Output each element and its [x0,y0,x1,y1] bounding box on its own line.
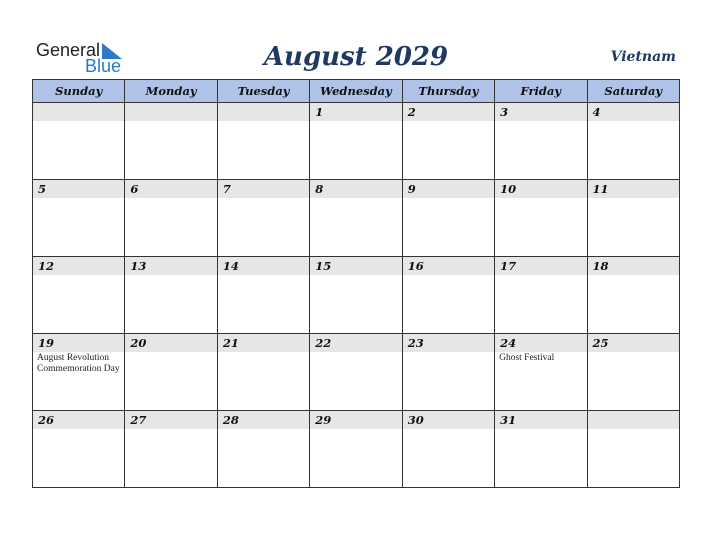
day-cell[interactable] [217,103,309,180]
day-cell[interactable] [33,411,125,488]
day-cell[interactable] [33,180,125,257]
day-cell[interactable] [495,411,587,488]
logo-text-general: General [36,40,101,60]
day-number: 5 [33,180,124,198]
weekday-header: Tuesday [217,80,309,103]
weekday-header: Thursday [402,80,494,103]
weekday-header: Sunday [33,80,125,103]
day-cell[interactable] [125,411,217,488]
day-number: 19 [33,334,124,352]
day-cell[interactable] [310,180,402,257]
day-cell[interactable] [33,334,125,411]
calendar-grid [32,79,680,488]
day-number: 10 [495,180,586,198]
day-number: 29 [310,411,401,429]
day-cell[interactable] [402,103,494,180]
day-cell[interactable] [495,334,587,411]
week-row [33,257,680,334]
day-number: 6 [125,180,216,198]
day-number: 25 [588,334,679,352]
week-row [33,103,680,180]
day-cell[interactable] [587,334,679,411]
day-number: 18 [588,257,679,275]
weekday-header-row [33,80,680,103]
day-cell[interactable] [217,257,309,334]
day-number: 23 [403,334,494,352]
country-label: Vietnam [610,49,676,65]
day-number: 17 [495,257,586,275]
day-cell[interactable] [495,180,587,257]
day-number: 1 [310,103,401,121]
weekday-header: Monday [125,80,217,103]
day-number: 12 [33,257,124,275]
day-number: 26 [33,411,124,429]
week-row [33,411,680,488]
calendar-body [33,103,680,488]
day-cell[interactable] [33,257,125,334]
day-number: 27 [125,411,216,429]
holiday-event: August Revolution Commemoration Day [37,353,120,374]
day-number: 16 [403,257,494,275]
day-number: 20 [125,334,216,352]
calendar-title: August 2029 [263,42,449,72]
day-number: 22 [310,334,401,352]
holiday-event: Ghost Festival [499,353,555,363]
day-cell[interactable] [125,334,217,411]
day-cell[interactable] [587,180,679,257]
day-number: 2 [403,103,494,121]
day-number [33,103,124,121]
weekday-header: Friday [495,80,587,103]
day-number: 24 [495,334,586,352]
day-cell[interactable] [402,411,494,488]
day-cell[interactable] [495,257,587,334]
day-number: 3 [495,103,586,121]
day-cell[interactable] [217,334,309,411]
day-cell[interactable] [310,103,402,180]
day-number: 28 [218,411,309,429]
day-cell[interactable] [495,103,587,180]
day-number: 21 [218,334,309,352]
day-number: 11 [588,180,679,198]
day-cell[interactable] [310,334,402,411]
day-number: 4 [588,103,679,121]
day-cell[interactable] [125,257,217,334]
day-cell[interactable] [587,257,679,334]
day-cell[interactable] [125,103,217,180]
weekday-header: Wednesday [310,80,402,103]
day-cell[interactable] [310,257,402,334]
weekday-header: Saturday [587,80,679,103]
day-cell[interactable] [402,257,494,334]
day-number: 9 [403,180,494,198]
week-row [33,180,680,257]
day-number: 31 [495,411,586,429]
day-cell[interactable] [33,103,125,180]
day-cell[interactable] [402,334,494,411]
day-number: 15 [310,257,401,275]
day-number: 13 [125,257,216,275]
day-cell[interactable] [217,411,309,488]
day-cell[interactable] [587,103,679,180]
day-number: 14 [218,257,309,275]
day-number [125,103,216,121]
day-cell[interactable] [402,180,494,257]
day-cell[interactable] [310,411,402,488]
day-number: 30 [403,411,494,429]
day-cell[interactable] [587,411,679,488]
logo-text-blue: Blue [85,56,122,76]
week-row [33,334,680,411]
day-number: 8 [310,180,401,198]
day-cell[interactable] [125,180,217,257]
day-number: 7 [218,180,309,198]
day-number [588,411,679,429]
day-number [218,103,309,121]
day-cell[interactable] [217,180,309,257]
